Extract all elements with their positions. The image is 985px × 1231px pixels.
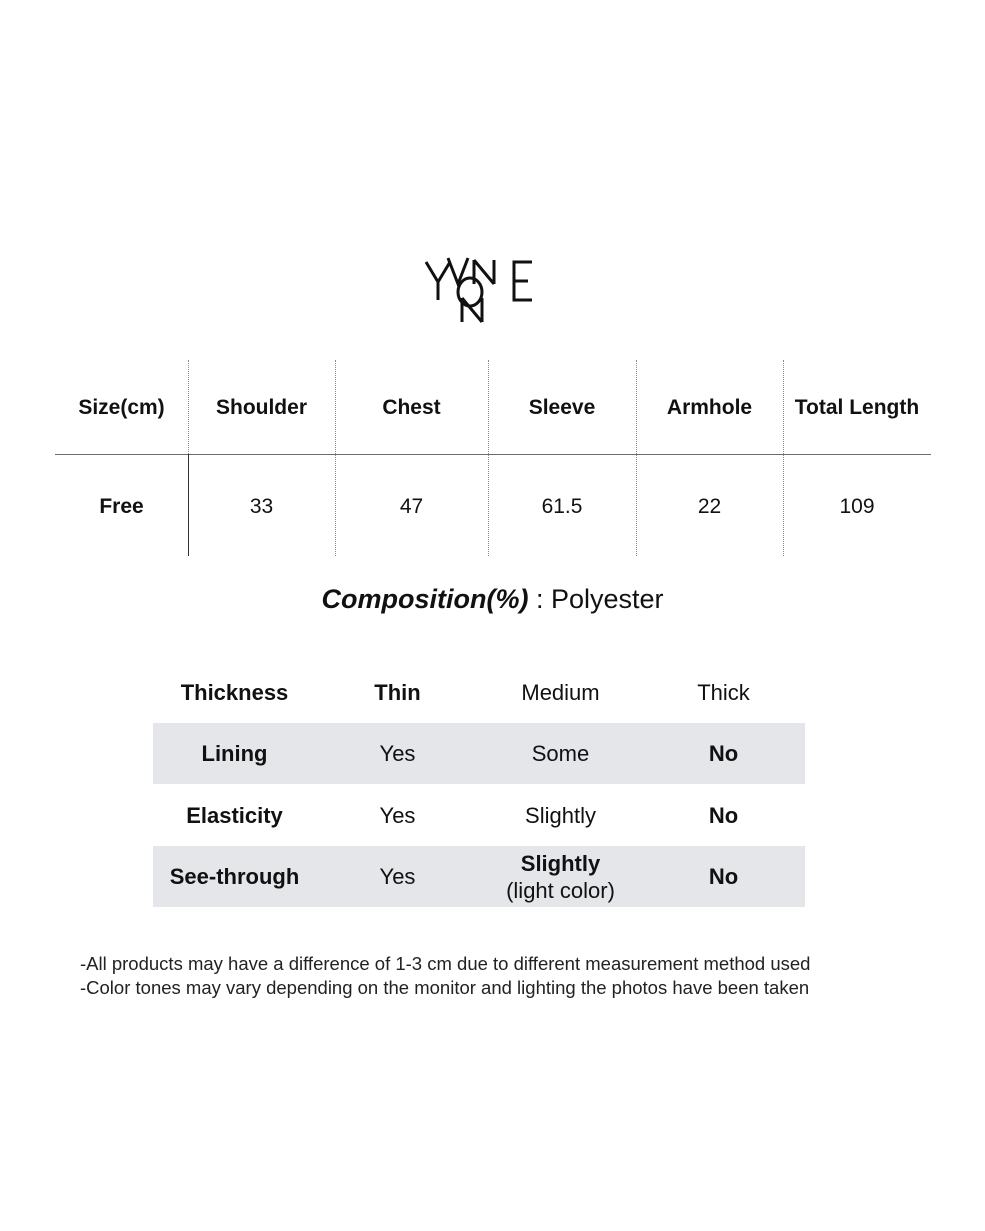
- row-label: Thickness: [180, 680, 289, 705]
- row-label: See-through: [169, 864, 300, 889]
- fabric-row-elasticity: [153, 785, 805, 846]
- header-armhole: Armhole: [666, 396, 753, 419]
- header-chest: Chest: [382, 396, 441, 419]
- header-size: Size(cm): [78, 396, 165, 419]
- fabric-row-thickness: [153, 662, 805, 723]
- fabric-row-see-through: [153, 846, 805, 907]
- row-label: Elasticity: [186, 803, 283, 828]
- column-separator: [488, 360, 489, 556]
- option-cell: Yes: [379, 864, 416, 889]
- header-divider: [55, 454, 931, 455]
- notes: [80, 952, 940, 1000]
- option-cell: No: [708, 803, 739, 828]
- option-cell: No: [708, 741, 739, 766]
- option-main: Slightly: [520, 850, 601, 876]
- size-value: Free: [99, 495, 144, 518]
- column-separator: [188, 360, 189, 454]
- composition-label: Composition(%): [321, 584, 529, 614]
- row-label: Lining: [201, 741, 268, 766]
- option-cell: Yes: [379, 803, 416, 828]
- option-sub: (light color): [506, 877, 615, 903]
- option-cell: Medium: [521, 680, 600, 705]
- total-length-value: 109: [839, 495, 875, 518]
- option-cell: No: [708, 864, 739, 889]
- shoulder-value: 33: [249, 495, 274, 518]
- option-cell: Thin: [374, 680, 421, 705]
- fabric-table: [153, 662, 805, 908]
- option-cell: Slightly: [525, 803, 596, 828]
- column-separator: [335, 360, 336, 556]
- composition-separator: :: [528, 584, 551, 614]
- option-cell: Some: [531, 741, 590, 766]
- composition-value: Polyester: [550, 584, 664, 614]
- armhole-value: 22: [697, 495, 722, 518]
- option-cell: Thick: [697, 680, 750, 705]
- header-total-length: Total Length: [794, 396, 920, 419]
- column-separator: [636, 360, 637, 556]
- column-separator: [783, 360, 784, 556]
- chest-value: 47: [399, 495, 424, 518]
- composition: [0, 582, 985, 616]
- note-color: -Color tones may vary depending on the monitor and lighting the photos have been taken: [80, 977, 810, 998]
- option-cell: Yes: [379, 741, 416, 766]
- header-sleeve: Sleeve: [528, 396, 596, 419]
- header-shoulder: Shoulder: [215, 396, 307, 419]
- option-cell: [479, 846, 642, 907]
- note-measurement: -All products may have a difference of 1-3 cm due to different measurement method used: [80, 953, 811, 974]
- fabric-row-lining: [153, 723, 805, 784]
- brand-logo: [410, 248, 545, 330]
- size-table: [55, 360, 931, 556]
- sleeve-value: 61.5: [541, 495, 583, 518]
